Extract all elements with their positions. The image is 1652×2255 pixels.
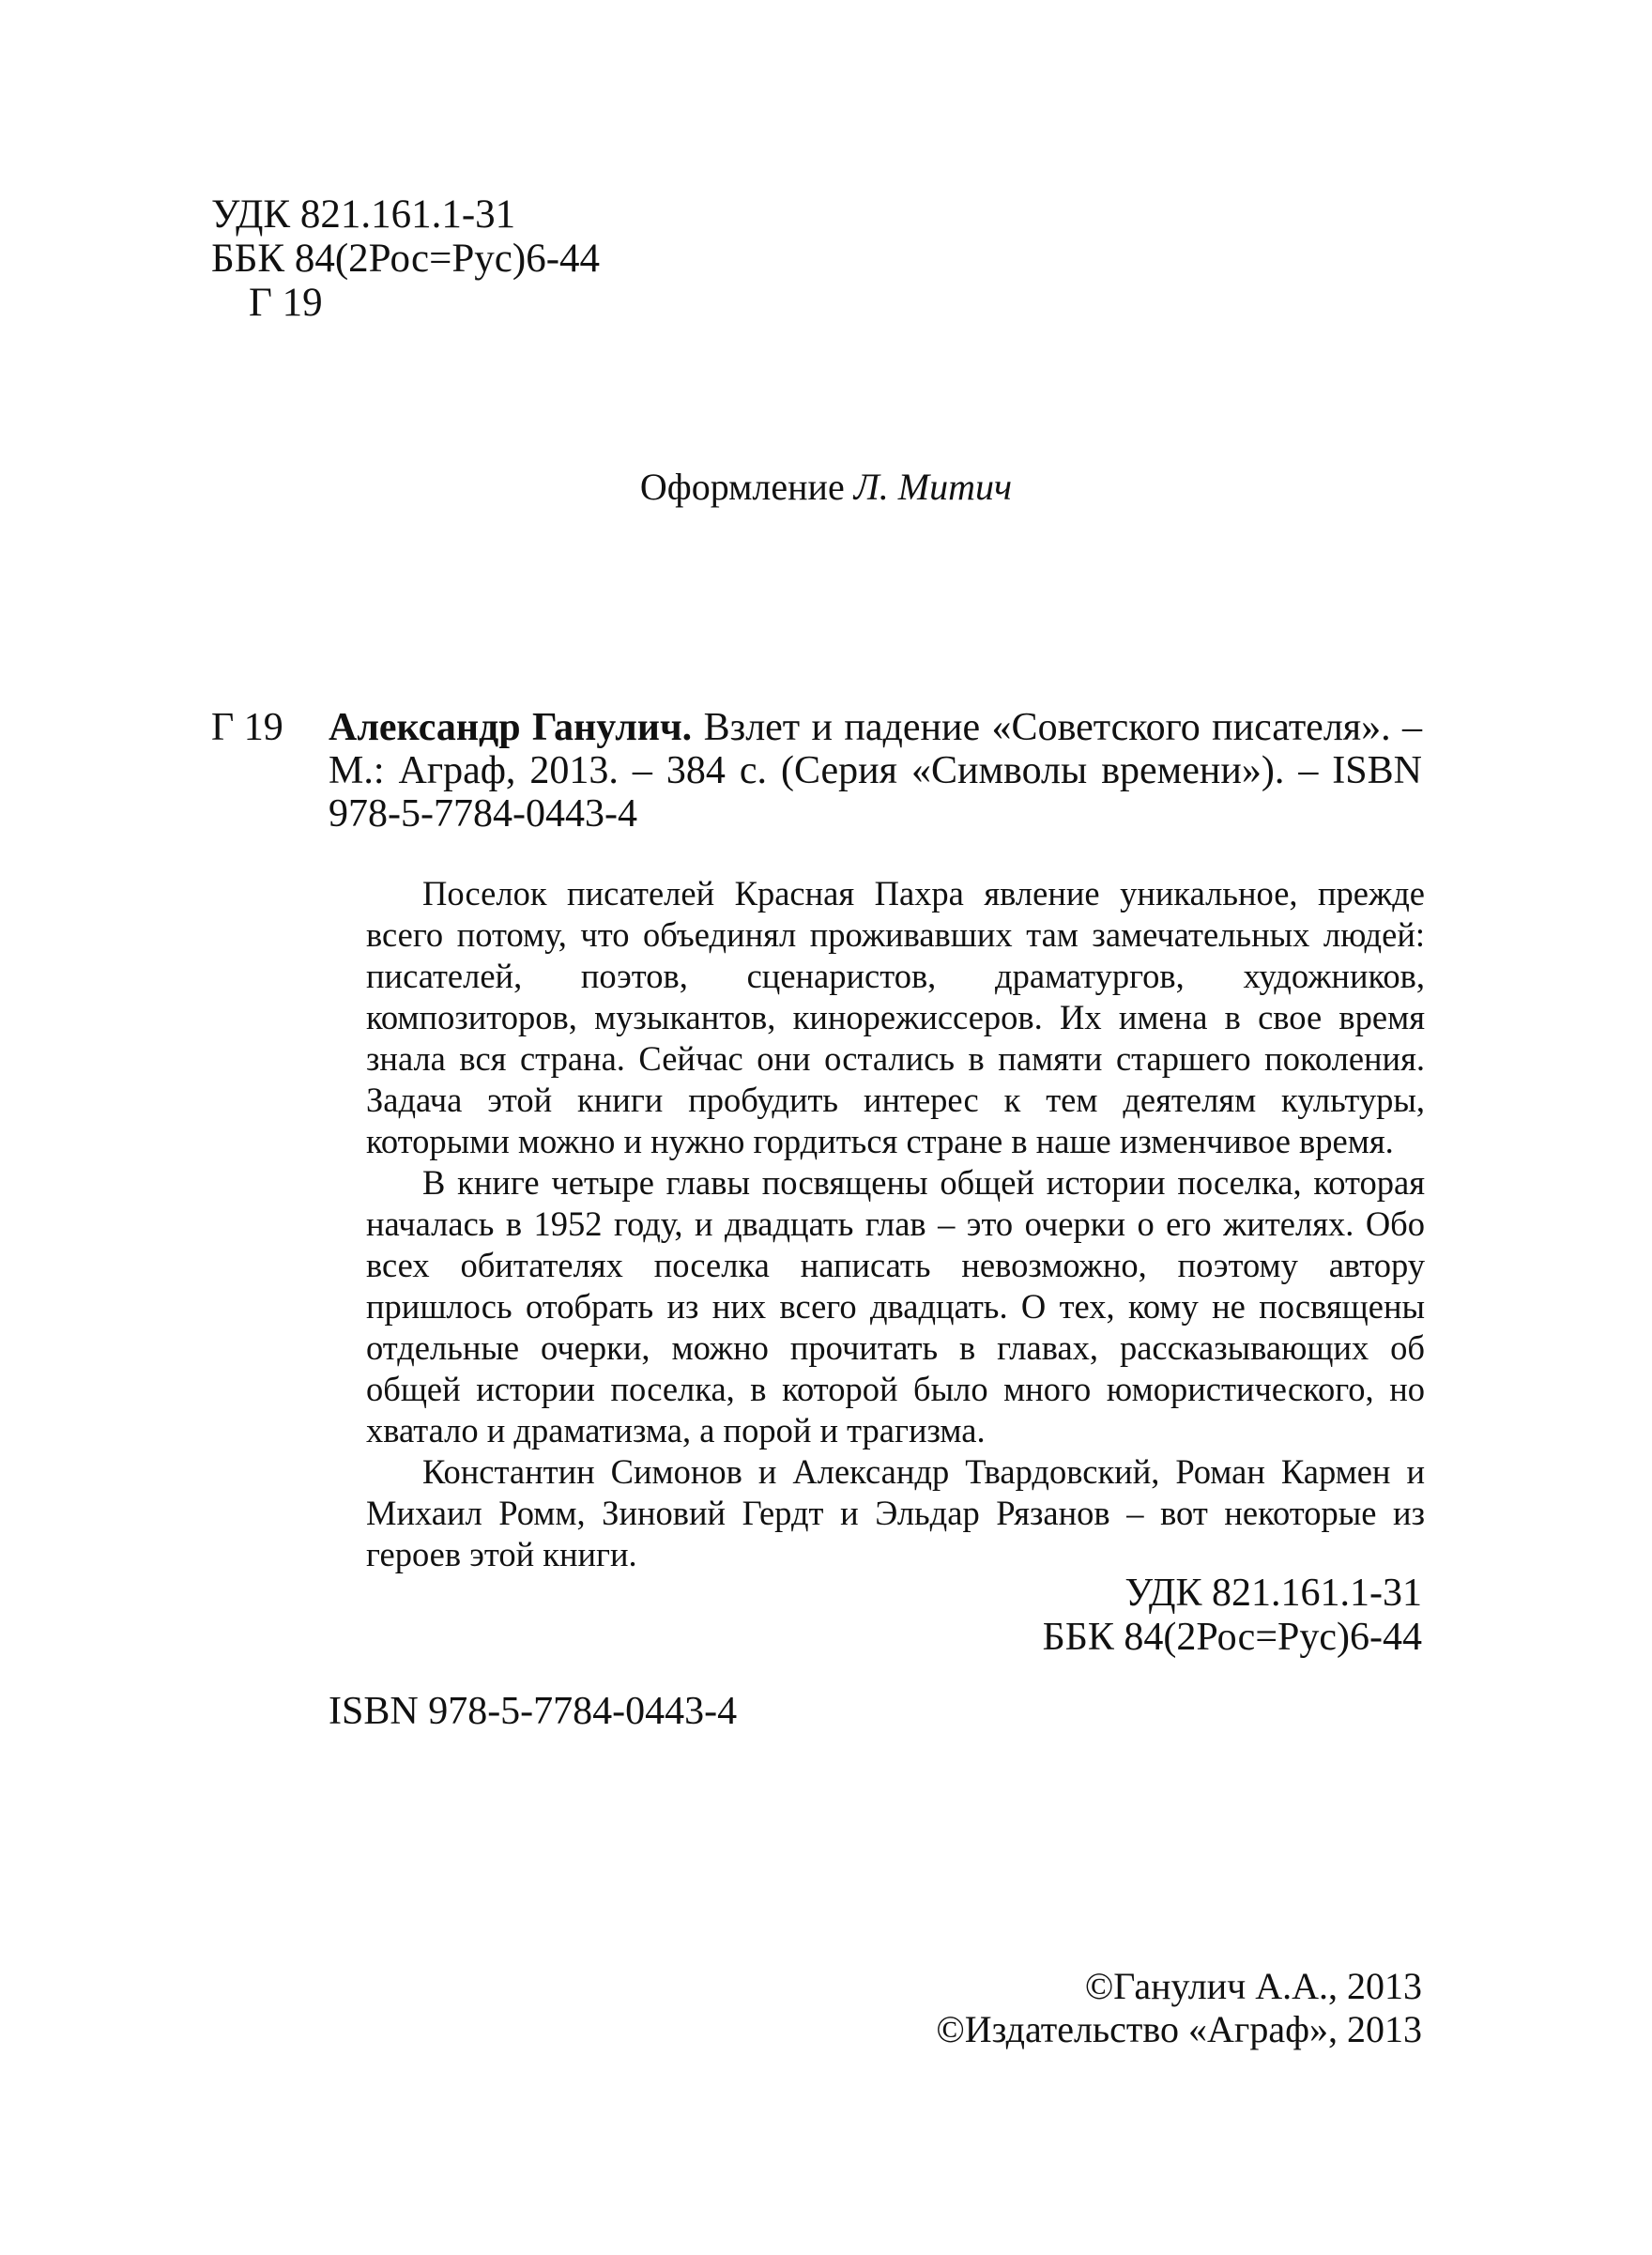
annotation-paragraph: Поселок писателей Красная Пахра явление уникальное, прежде всего потому, что объединял проживавших там замечательных людей: писателей, поэтов, сценаристов, драматургов, художников, композиторов, музыкантов, кинорежиссеров. Их имена в свое время знала вся страна. Сейчас они остались в памяти старшего поколения. Задача этой книги пробудить интерес к тем деятелям культуры, которыми можно и нужно гордиться стране в наше изменчивое время.: [366, 874, 1425, 1160]
biblio-description: Взлет и падение «Советского писателя». – М.: Аграф, 2013. – 384 с. (Серия «Символы времени»). – ISBN 978-5-7784-0443-4: [329, 706, 1423, 836]
copyright-publisher: ©Издательство «Аграф», 2013: [936, 2008, 1422, 2050]
biblio-author: Александр Ганулич.: [329, 706, 693, 749]
udk-code: УДК 821.161.1-31: [211, 192, 516, 237]
annotation-paragraph: В книге четыре главы посвящены общей истории поселка, которая началась в 1952 году, и двадцать глав – это очерки о его жителях. Обо всех обитателях поселка написать невозможно, поэтому автору пришлось отобрать из них всего двадцать. О тех, кому не посвящены отдельные очерки, можно прочитать в главах, рассказывающих об общей истории поселка, в которой было много юмористического, но хватало и драматизма, а порой и трагизма.: [366, 1163, 1425, 1450]
classification-top: [211, 192, 600, 325]
copyright-author: ©Ганулич А.А., 2013: [1084, 1965, 1422, 2007]
udk-code: УДК 821.161.1-31: [1124, 1572, 1422, 1615]
annotation-paragraph: Константин Симонов и Александр Твардовский, Роман Кармен и Михаил Ромм, Зиновий Гердт и Эльдар Рязанов – вот некоторые из героев этой книги.: [366, 1452, 1425, 1573]
design-credit: [0, 466, 1652, 509]
design-label: Оформление: [639, 466, 845, 508]
isbn: ISBN 978-5-7784-0443-4: [329, 1690, 738, 1733]
annotation: [366, 873, 1425, 1575]
designer-name: Л. Митич: [853, 466, 1013, 508]
bibliographic-record: [329, 706, 1422, 836]
bbk-code: ББК 84(2Рос=Рус)6-44: [211, 237, 601, 281]
biblio-author-mark: Г 19: [211, 706, 283, 749]
classification-bottom: [1043, 1572, 1422, 1660]
copyright-block: [936, 1965, 1422, 2051]
bbk-code: ББК 84(2Рос=Рус)6-44: [1042, 1616, 1422, 1659]
author-mark: Г 19: [249, 281, 323, 325]
